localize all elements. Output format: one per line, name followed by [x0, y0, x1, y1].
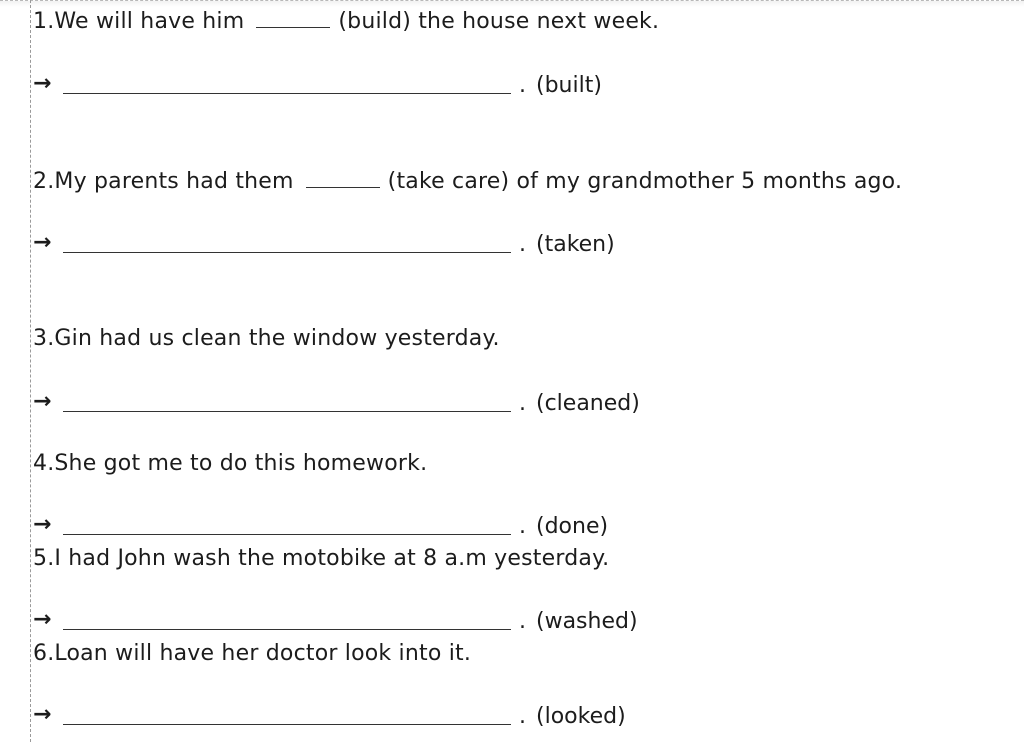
exercise-2-text-after: (take care) of my grandmother 5 months ago.	[387, 169, 903, 194]
exercise-4-prompt: 4.She got me to do this homework.	[33, 451, 428, 476]
exercise-3-hint: (cleaned)	[536, 391, 640, 416]
exercise-6-hint: (looked)	[536, 704, 626, 729]
exercise-1-hint: (built)	[536, 73, 602, 98]
exercise-3-prompt: 3.Gin had us clean the window yesterday.	[33, 326, 500, 351]
exercise-6-answer-blank[interactable]	[63, 704, 511, 725]
exercise-4-answer-row	[33, 513, 608, 541]
exercise-1-blank[interactable]	[256, 9, 330, 28]
exercise-2-answer-blank[interactable]	[63, 232, 511, 253]
exercise-1-text-before: 1.We will have him	[33, 9, 245, 34]
exercise-5-answer-blank[interactable]	[63, 609, 511, 630]
exercise-5-hint: (washed)	[536, 609, 638, 634]
period: .	[519, 514, 526, 539]
period: .	[519, 73, 526, 98]
exercise-2-text-before: 2.My parents had them	[33, 169, 294, 194]
page-left-border	[30, 0, 31, 742]
page-top-border	[0, 0, 1024, 7]
exercise-1-text-after: (build) the house next week.	[338, 9, 660, 34]
arrow-icon: →	[33, 512, 52, 537]
exercise-3-answer-row	[33, 390, 640, 418]
exercise-1-answer-blank[interactable]	[63, 73, 511, 94]
exercise-5-answer-row	[33, 608, 638, 636]
exercise-2-answer-row	[33, 231, 615, 259]
arrow-icon: →	[33, 71, 52, 96]
exercise-2-blank[interactable]	[306, 169, 380, 188]
period: .	[519, 391, 526, 416]
exercise-1-prompt	[33, 8, 659, 36]
exercise-1-answer-row	[33, 72, 602, 100]
arrow-icon: →	[33, 389, 52, 414]
exercise-3-answer-blank[interactable]	[63, 391, 511, 412]
period: .	[519, 704, 526, 729]
exercise-2-hint: (taken)	[536, 232, 615, 257]
arrow-icon: →	[33, 230, 52, 255]
arrow-icon: →	[33, 702, 52, 727]
exercise-4-hint: (done)	[536, 514, 609, 539]
exercise-6-prompt: 6.Loan will have her doctor look into it.	[33, 641, 472, 666]
period: .	[519, 232, 526, 257]
arrow-icon: →	[33, 607, 52, 632]
period: .	[519, 609, 526, 634]
exercise-4-answer-blank[interactable]	[63, 514, 511, 535]
exercise-5-prompt: 5.I had John wash the motobike at 8 a.m yesterday.	[33, 546, 610, 571]
exercise-2-prompt	[33, 168, 902, 196]
exercise-6-answer-row	[33, 703, 626, 731]
